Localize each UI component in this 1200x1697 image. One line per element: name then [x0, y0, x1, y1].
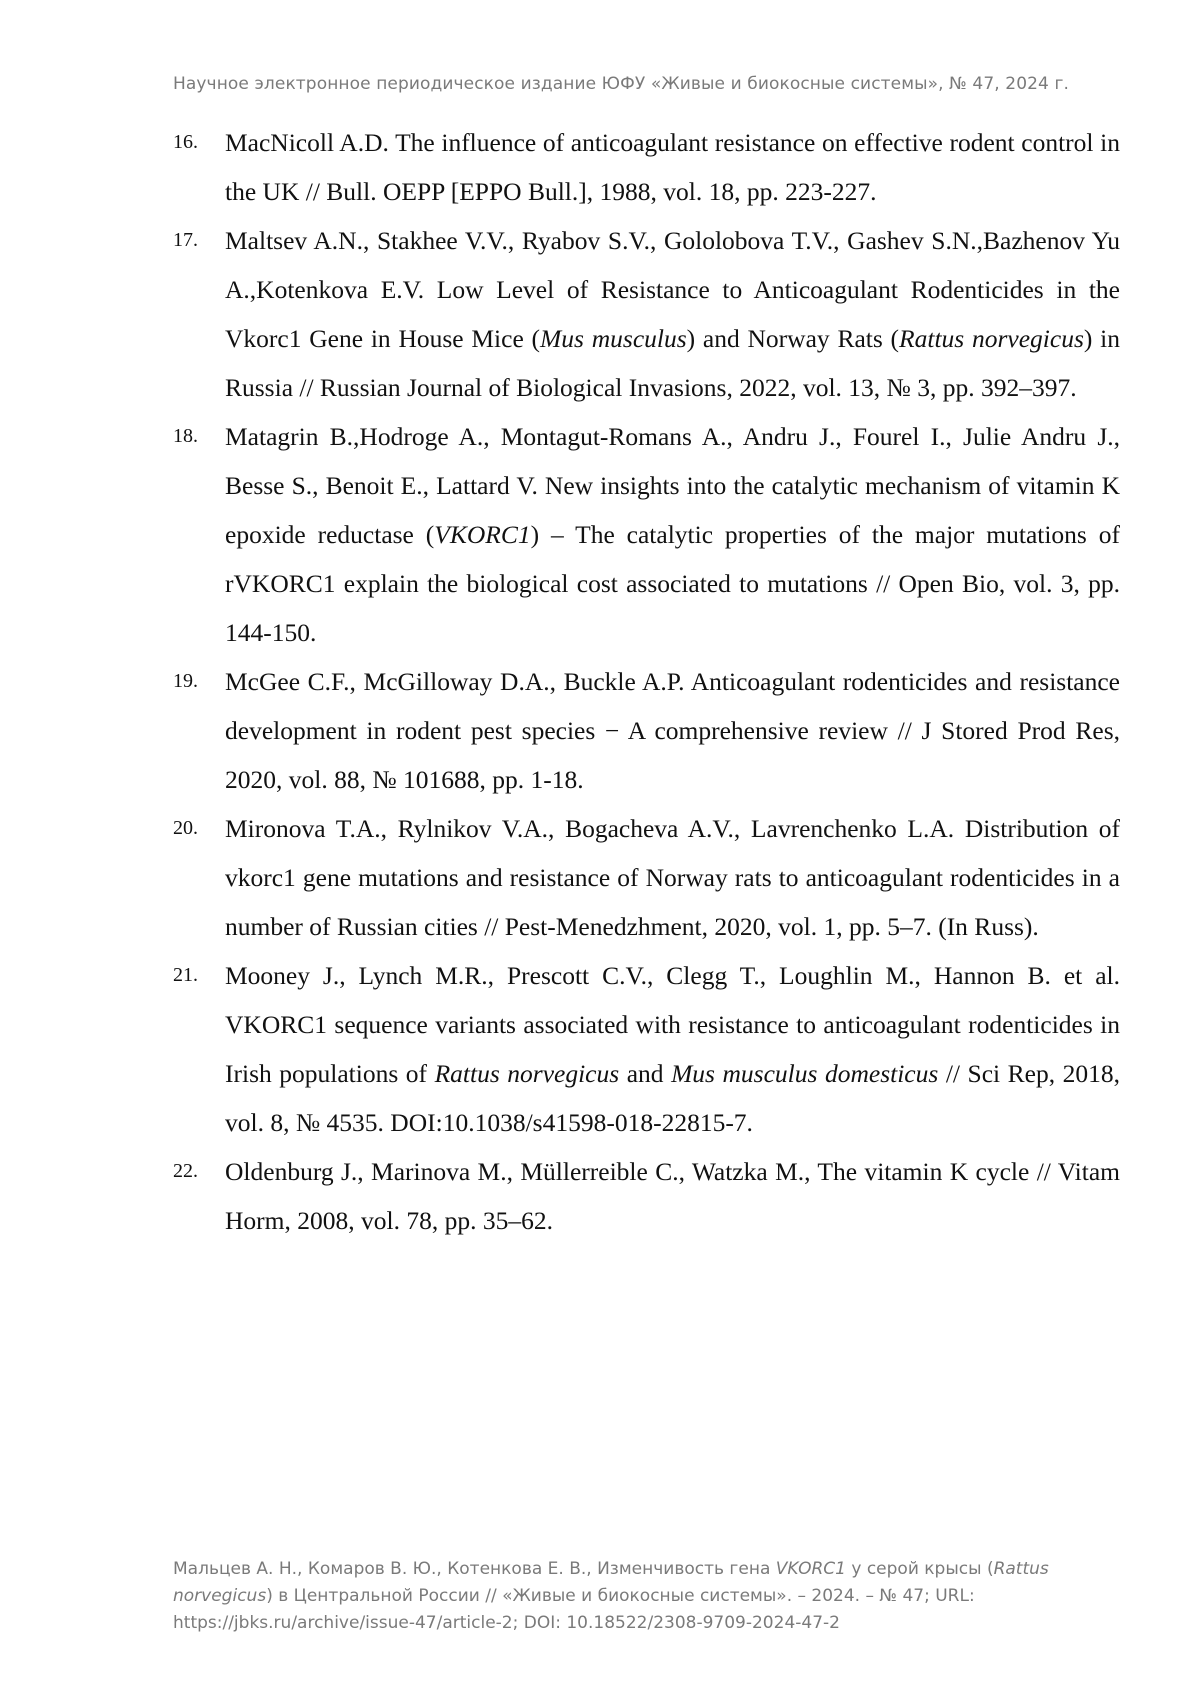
reference-text: Oldenburg J., Marinova M., Müllerreible C., Watzka M., The vitamin K cycle // Vitam Horm, 2008, vol. 78, pp. 35–62. — [225, 1157, 1120, 1235]
reference-number: 17. — [173, 229, 198, 251]
reference-text: MacNicoll A.D. The influence of anticoagulant resistance on effective rodent control in the UK // Bull. OEPP [EPPO Bull.], 1988, vol. 18, pp. 223-227. — [225, 128, 1120, 206]
reference-number: 19. — [173, 670, 198, 692]
reference-item — [173, 657, 1120, 804]
reference-number: 21. — [173, 964, 198, 986]
citation-footer: Мальцев А. Н., Комаров В. Ю., Котенкова Е. В., Изменчивость гена VKORC1 у серой крысы (Rattus norvegicus) в Центральной России // «Живые и биокосные системы». – 2024. – № 47; URL: https://jbks.ru/archive/issue-47/article-2; DOI: 10.18522/2308-9709-2024-47-2 — [173, 1559, 1049, 1633]
reference-number: 22. — [173, 1160, 198, 1182]
reference-item — [173, 1147, 1120, 1245]
journal-header: Научное электронное периодическое издание ЮФУ «Живые и биокосные системы», № 47, 2024 г. — [173, 74, 1069, 94]
reference-item — [173, 951, 1120, 1147]
reference-item — [173, 216, 1120, 412]
reference-text: Maltsev A.N., Stakhee V.V., Ryabov S.V., Gololobova T.V., Gashev S.N.,Bazhenov Yu A.,Kotenkova E.V. Low Level of Resistance to Anticoagulant Rodenticides in the Vkorc1 Gene in House Mice (Mus musculus) and Norway Rats (Rattus norvegicus) in Russia // Russian Journal of Biological Invasions, 2022, vol. 13, № 3, pp. 392–397. — [225, 226, 1120, 402]
reference-item — [173, 118, 1120, 216]
reference-number: 16. — [173, 131, 198, 153]
reference-number: 18. — [173, 425, 198, 447]
reference-list — [173, 118, 1120, 1245]
reference-item — [173, 412, 1120, 657]
reference-item — [173, 804, 1120, 951]
reference-text: Mironova T.A., Rylnikov V.A., Bogacheva A.V., Lavrenchenko L.A. Distribution of vkorc1 gene mutations and resistance of Norway rats to anticoagulant rodenticides in a number of Russian cities // Pest-Menedzhment, 2020, vol. 1, pp. 5–7. (In Russ). — [225, 814, 1120, 941]
reference-text: McGee C.F., McGilloway D.A., Buckle A.P. Anticoagulant rodenticides and resistance development in rodent pest species − A comprehensive review // J Stored Prod Res, 2020, vol. 88, № 101688, pp. 1-18. — [225, 667, 1120, 794]
reference-text: Matagrin B.,Hodroge A., Montagut-Romans A., Andru J., Fourel I., Julie Andru J., Besse S., Benoit E., Lattard V. New insights into the catalytic mechanism of vitamin K epoxide reductase (VKORC1) – The catalytic properties of the major mutations of rVKORC1 explain the biological cost associated to mutations // Open Bio, vol. 3, pp. 144-150. — [225, 422, 1120, 647]
reference-number: 20. — [173, 817, 198, 839]
reference-text: Mooney J., Lynch M.R., Prescott C.V., Clegg T., Loughlin M., Hannon B. et al. VKORC1 sequence variants associated with resistance to anticoagulant rodenticides in Irish populations of Rattus norvegicus and Mus musculus domesticus // Sci Rep, 2018, vol. 8, № 4535. DOI:10.1038/s41598-018-22815-7. — [225, 961, 1120, 1137]
